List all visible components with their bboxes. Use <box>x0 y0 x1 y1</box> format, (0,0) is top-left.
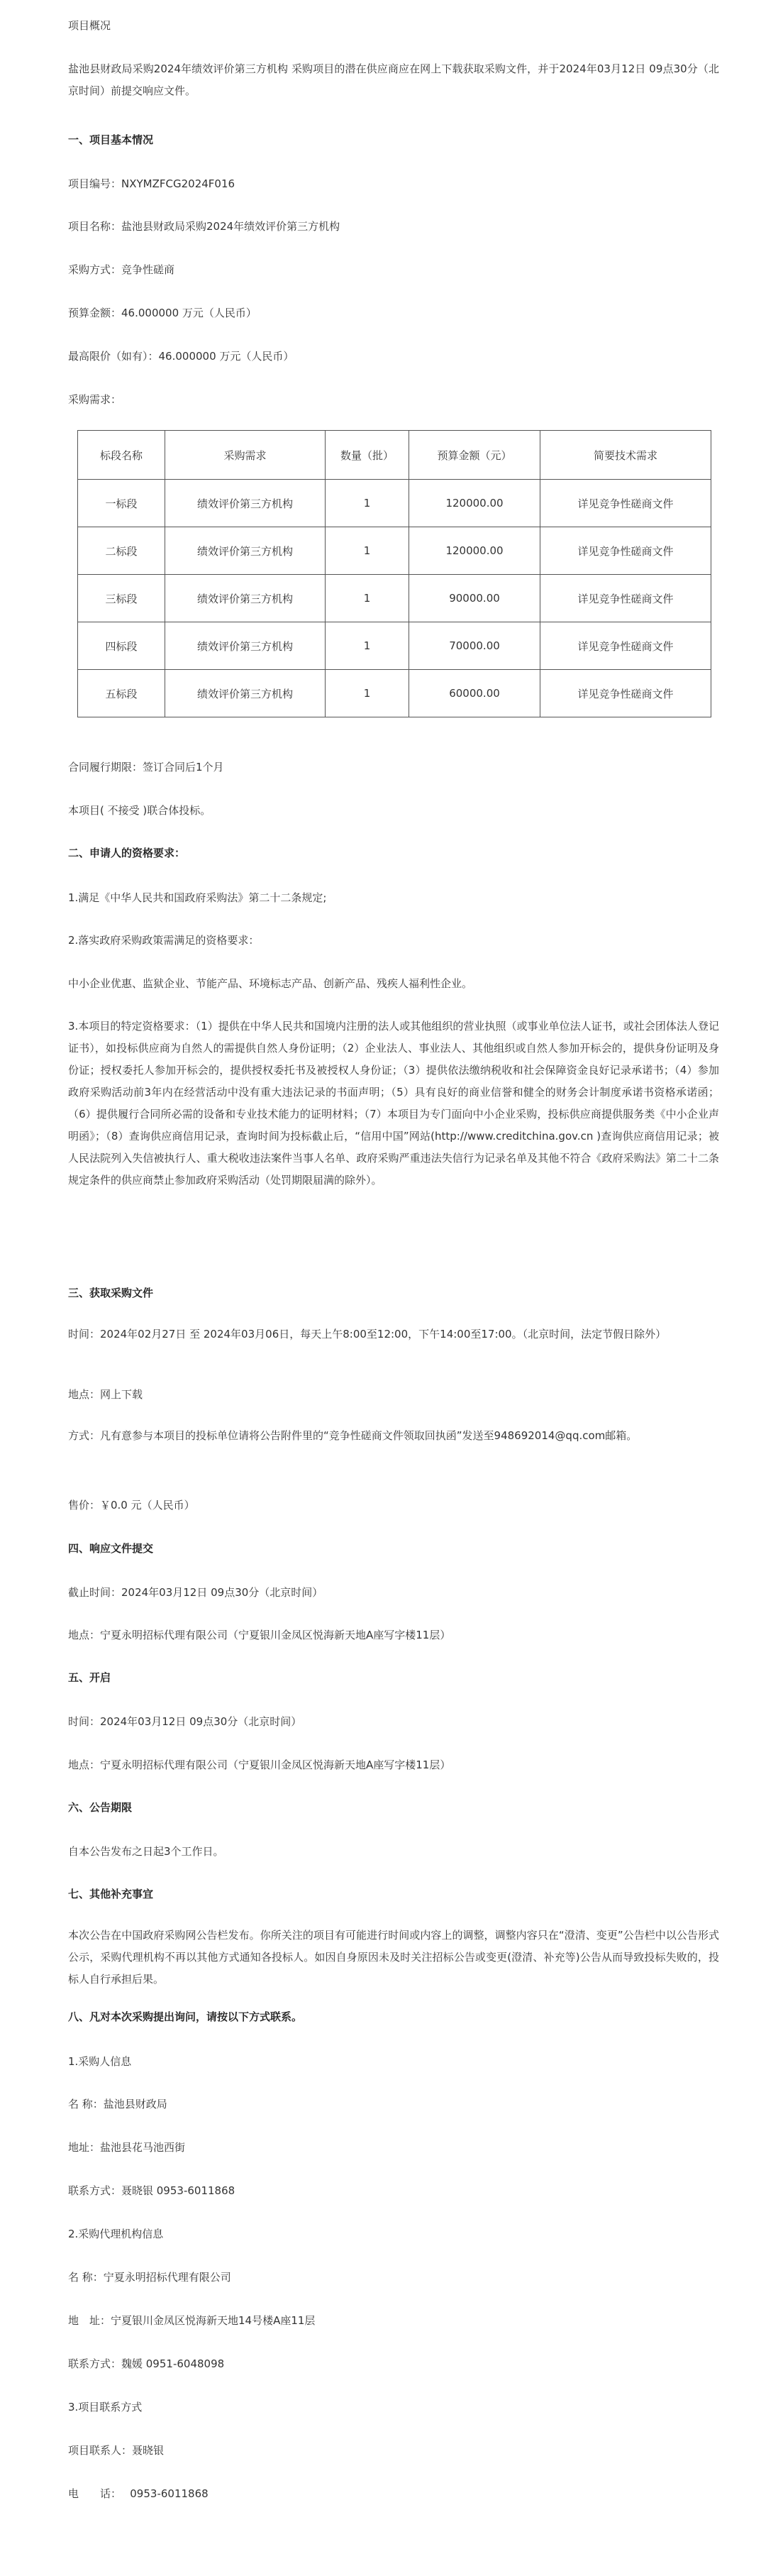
table-row <box>78 575 711 622</box>
buyer-info-label: 1.采购人信息 <box>68 2055 132 2068</box>
cell-quantity: 1 <box>326 670 409 717</box>
cell-quantity: 1 <box>326 622 409 670</box>
buyer-name: 名 称：盐池县财政局 <box>68 2098 167 2110</box>
document-price: 售价：￥0.0 元（人民币） <box>68 1499 195 1512</box>
header-tech: 简要技术需求 <box>540 431 711 480</box>
cell-tech: 详见竞争性磋商文件 <box>540 527 711 575</box>
demand-label: 采购需求： <box>68 393 122 406</box>
consortium-note: 本项目( 不接受 )联合体投标。 <box>68 804 211 817</box>
cell-lot-name: 三标段 <box>78 575 165 622</box>
header-demand: 采购需求 <box>165 431 326 480</box>
buyer-address: 地址：盐池县花马池西街 <box>68 2141 186 2154</box>
cell-tech: 详见竞争性磋商文件 <box>540 480 711 527</box>
contract-period: 合同履行期限：签订合同后1个月 <box>68 761 224 774</box>
project-name: 项目名称：盐池县财政局采购2024年绩效评价第三方机构 <box>68 220 340 233</box>
section-4-heading: 四、响应文件提交 <box>68 1542 154 1555</box>
submit-place: 地点：宁夏永明招标代理有限公司（宁夏银川金凤区悦海新天地A座写字楼11层） <box>68 1629 451 1641</box>
cell-budget: 60000.00 <box>409 670 540 717</box>
table-row <box>78 622 711 670</box>
max-price: 最高限价（如有）：46.000000 万元（人民币） <box>68 350 294 363</box>
cell-quantity: 1 <box>326 527 409 575</box>
header-lot-name: 标段名称 <box>78 431 165 480</box>
table-row <box>78 480 711 527</box>
header-budget: 预算金额（元） <box>409 431 540 480</box>
submit-deadline: 截止时间：2024年03月12日 09点30分（北京时间） <box>68 1586 323 1599</box>
section-8-heading: 八、凡对本次采购提出询问，请按以下方式联系。 <box>68 2010 303 2023</box>
cell-budget: 70000.00 <box>409 622 540 670</box>
cell-lot-name: 五标段 <box>78 670 165 717</box>
cell-tech: 详见竞争性磋商文件 <box>540 575 711 622</box>
agent-info-label: 2.采购代理机构信息 <box>68 2228 164 2240</box>
overview-title: 项目概况 <box>68 19 111 32</box>
cell-budget: 120000.00 <box>409 527 540 575</box>
cell-quantity: 1 <box>326 480 409 527</box>
section-5-heading: 五、开启 <box>68 1671 111 1684</box>
acquire-way: 方式：凡有意参与本项目的投标单位请将公告附件里的“竞争性磋商文件领取回执函”发送至948692014@qq.com邮箱。 <box>68 1429 638 1442</box>
procurement-method: 采购方式：竞争性磋商 <box>68 263 175 276</box>
cell-budget: 90000.00 <box>409 575 540 622</box>
agent-contact: 联系方式：魏媛 0951-6048098 <box>68 2357 225 2370</box>
cell-demand: 绩效评价第三方机构 <box>165 575 326 622</box>
section-2-heading: 二、申请人的资格要求： <box>68 847 186 859</box>
section-7-heading: 七、其他补充事宜 <box>68 1888 154 1900</box>
cell-lot-name: 二标段 <box>78 527 165 575</box>
agent-name: 名 称：宁夏永明招标代理有限公司 <box>68 2271 231 2284</box>
lot-table <box>77 430 711 717</box>
notice-period: 自本公告发布之日起3个工作日。 <box>68 1845 224 1858</box>
section-1-heading: 一、项目基本情况 <box>68 133 154 146</box>
table-row <box>78 527 711 575</box>
supplementary-text: 本次公告在中国政府采购网公告栏发布。你所关注的项目有可能进行时间或内容上的调整，调整内容只在“澄清、变更”公告栏中以公告形式公示，采购代理机构不再以其他方式通知各投标人。如因自身原因未及时关注招标公告或变更(澄清、补充等)公告从而导致投标失败的，投标人自行承担后果。 <box>68 1929 719 1986</box>
cell-tech: 详见竞争性磋商文件 <box>540 622 711 670</box>
requirement-1: 1.满足《中华人民共和国政府采购法》第二十二条规定; <box>68 891 327 904</box>
project-number: 项目编号：NXYMZFCG2024F016 <box>68 177 235 190</box>
cell-tech: 详见竞争性磋商文件 <box>540 670 711 717</box>
table-header-row <box>78 431 711 480</box>
cell-demand: 绩效评价第三方机构 <box>165 527 326 575</box>
cell-lot-name: 四标段 <box>78 622 165 670</box>
policy-list: 中小企业优惠、监狱企业、节能产品、环境标志产品、创新产品、残疾人福利性企业。 <box>68 977 473 990</box>
requirement-3: 3.本项目的特定资格要求：（1）提供在中华人民共和国境内注册的法人或其他组织的营业执照（或事业单位法人证书，或社会团体法人登记证书），如投标供应商为自然人的需提供自然人身份证明；（2）企业法人、事业法人、其他组织或自然人参加开标会的，提供身份证明及身份证；授权委托人参加开标会的，提供授权委托书及被授权人身份证；（3）提供依法缴纳税收和社会保障资金良好记录承诺书；（4）参加政府采购活动前3年内在经营活动中没有重大违法记录的书面声明；（5）具有良好的商业信誉和健全的财务会计制度承诺书资格承诺函；（6）提供履行合同所必需的设备和专业技术能力的证明材料；（7）本项目为专门面向中小企业采购，投标供应商提供服务类《中小企业声明函》；（8）查询供应商信用记录，查询时间为投标截止后，“信用中国”网站(http://www.creditchina.gov.cn )查询供应商信用记录；被人民法院列入失信被执行人、重大税收违法案件当事人名单、政府采购严重违法失信行为记录名单及其他不符合《政府采购法》第二十二条规定条件的供应商禁止参加政府采购活动（处罚期限届满的除外）。 <box>68 1020 719 1187</box>
cell-demand: 绩效评价第三方机构 <box>165 622 326 670</box>
opening-time: 时间：2024年03月12日 09点30分（北京时间） <box>68 1715 302 1728</box>
cell-demand: 绩效评价第三方机构 <box>165 480 326 527</box>
project-contact-label: 3.项目联系方式 <box>68 2401 143 2413</box>
cell-demand: 绩效评价第三方机构 <box>165 670 326 717</box>
cell-quantity: 1 <box>326 575 409 622</box>
budget-amount: 预算金额：46.000000 万元（人民币） <box>68 307 257 319</box>
opening-place: 地点：宁夏永明招标代理有限公司（宁夏银川金凤区悦海新天地A座写字楼11层） <box>68 1758 451 1771</box>
header-quantity: 数量（批） <box>326 431 409 480</box>
acquire-time: 时间：2024年02月27日 至 2024年03月06日，每天上午8:00至12:00，下午14:00至17:00。（北京时间，法定节假日除外） <box>68 1328 667 1341</box>
acquire-place: 地点：网上下载 <box>68 1388 143 1401</box>
agent-address: 地 址：宁夏银川金凤区悦海新天地14号楼A座11层 <box>68 2314 316 2327</box>
project-contact-person: 项目联系人：聂晓银 <box>68 2444 165 2457</box>
cell-budget: 120000.00 <box>409 480 540 527</box>
intro-paragraph: 盐池县财政局采购2024年绩效评价第三方机构 采购项目的潜在供应商应在网上下载获取采购文件，并于2024年03月12日 09点30分（北京时间）前提交响应文件。 <box>68 62 719 97</box>
project-contact-phone: 电 话： 0953-6011868 <box>68 2487 209 2500</box>
requirement-2: 2.落实政府采购政策需满足的资格要求： <box>68 934 260 947</box>
cell-lot-name: 一标段 <box>78 480 165 527</box>
buyer-contact: 联系方式：聂晓银 0953-6011868 <box>68 2184 235 2197</box>
table-row <box>78 670 711 717</box>
section-3-heading: 三、获取采购文件 <box>68 1287 154 1299</box>
section-6-heading: 六、公告期限 <box>68 1801 133 1814</box>
